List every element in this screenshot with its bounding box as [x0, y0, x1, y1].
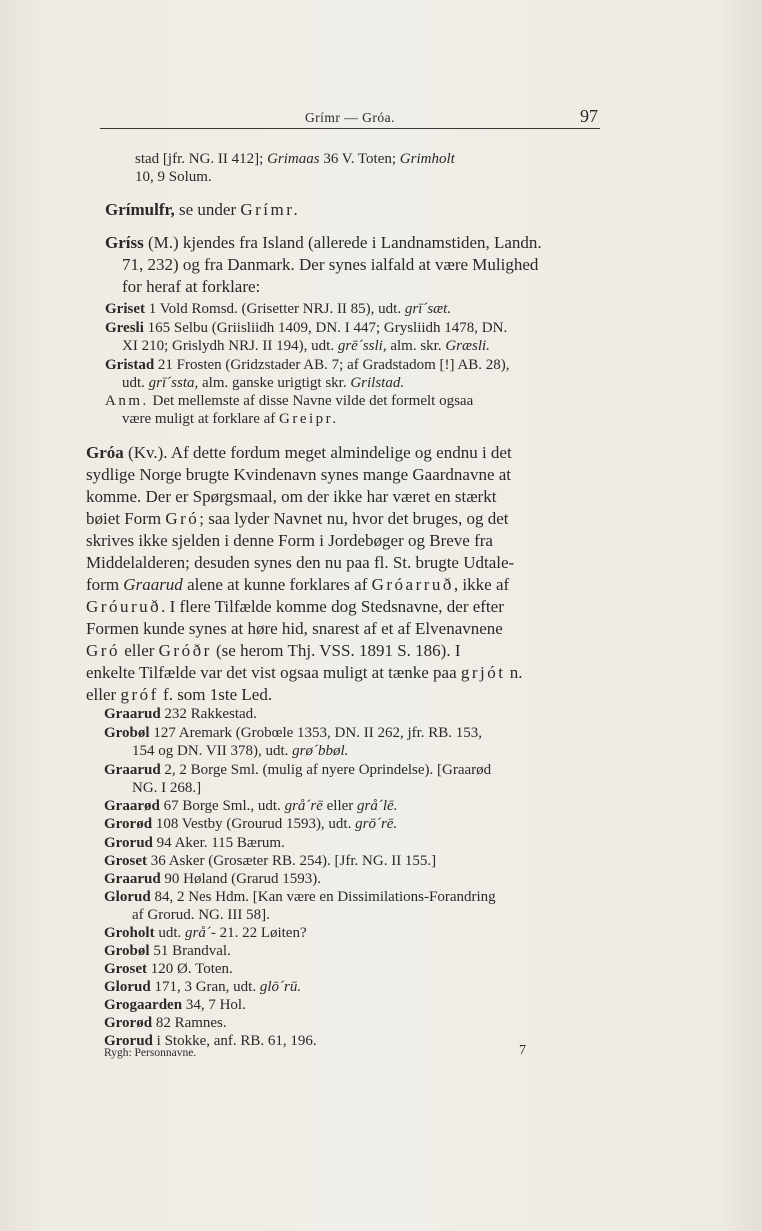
- place-entry: Groholt udt. grå´- 21. 22 Løiten?: [104, 925, 307, 941]
- paragraph-line: 71, 232) og fra Danmark. Der synes ialfald at være Mulighed: [122, 255, 539, 274]
- continuation-line: stad [jfr. NG. II 412]; Grimaas 36 V. Toten; Grimholt: [135, 151, 455, 167]
- paragraph-line: skrives ikke sjelden i denne Form i Jordebøger og Breve fra: [86, 531, 493, 550]
- paragraph-line: for heraf at forklare:: [122, 277, 261, 296]
- annotation: Anm. Det mellemste af disse Navne vilde det formelt ogsaa: [105, 393, 474, 409]
- paragraph-line: komme. Der er Spørgsmaal, om der ikke har været en stærkt: [86, 487, 497, 506]
- place-entry: Gristad 21 Frosten (Gridzstader AB. 7; af Gradstadom [!] AB. 28),: [105, 357, 510, 373]
- entry-groa: Gróa (Kv.). Af dette fordum meget almindelige og endnu i det: [86, 443, 512, 462]
- place-entry: Glorud 171, 3 Gran, udt. glō´rū.: [104, 979, 302, 995]
- paragraph-line: Formen kunde synes at høre hid, snarest af et af Elvenavnene: [86, 619, 503, 638]
- paragraph-line: sydlige Norge brugte Kvindenavn synes mange Gaardnavne at: [86, 465, 512, 484]
- place-entry-cont: XI 210; Grislydh NRJ. II 194), udt. grē´ssli, alm. skr. Græsli.: [122, 338, 490, 354]
- running-title: Grímr — Gróa.: [304, 110, 396, 125]
- place-entry: Groset 120 Ø. Toten.: [104, 961, 233, 977]
- headword: Gríss: [105, 233, 144, 252]
- headword: Grímulfr,: [105, 200, 175, 219]
- place-entry-cont: udt. grī´ssta, alm. ganske urigtigt skr. Grilstad.: [122, 375, 405, 391]
- page-number: 97: [580, 106, 598, 126]
- headword: Gróa: [86, 443, 124, 462]
- place-entry: Grorød 108 Vestby (Grourud 1593), udt. grō´rē.: [104, 816, 398, 832]
- header-rule: [100, 128, 600, 129]
- paragraph-line: enkelte Tilfælde var det vist ogsaa muligt at tænke paa grjót n.: [86, 663, 523, 682]
- place-entry: Graarud 232 Rakkestad.: [104, 706, 257, 722]
- place-entry: Gresli 165 Selbu (Griisliidh 1409, DN. I 447; Grysliidh 1478, DN.: [105, 320, 508, 336]
- paragraph-line: form Graarud alene at kunne forklares af Gróarruð, ikke af: [86, 575, 510, 594]
- entry-grimulfr: Grímulfr, se under Grímr.: [105, 200, 301, 219]
- place-entry-cont: af Grorud. NG. III 58].: [132, 907, 270, 923]
- entry-griss: Gríss (M.) kjendes fra Island (allerede i Landnamstiden, Landn.: [105, 233, 542, 252]
- place-entry: Grobøl 127 Aremark (Grobœle 1353, DN. II 262, jfr. RB. 153,: [104, 725, 483, 741]
- place-entry: Grobøl 51 Brandval.: [104, 943, 231, 959]
- paragraph-line: Gróuruð. I flere Tilfælde komme dog Stedsnavne, der efter: [86, 597, 504, 616]
- signature-mark: 7: [519, 1043, 526, 1058]
- place-entry: Graarud 2, 2 Borge Sml. (mulig af nyere Oprindelse). [Graarød: [104, 762, 492, 778]
- place-entry: Grorud i Stokke, anf. RB. 61, 196.: [104, 1033, 317, 1049]
- paragraph-line: Gró eller Gróðr (se herom Thj. VSS. 1891 S. 186). I: [86, 641, 461, 660]
- place-entry: Graarud 90 Høland (Grarud 1593).: [104, 871, 322, 887]
- place-entry: Grorød 82 Ramnes.: [104, 1015, 227, 1031]
- place-entry: Graarød 67 Borge Sml., udt. grå´rē eller grå´lē.: [104, 798, 398, 814]
- place-entry: Groset 36 Asker (Grosæter RB. 254). [Jfr. NG. II 155.]: [104, 853, 437, 869]
- continuation-line: 10, 9 Solum.: [135, 169, 212, 185]
- annotation-cont: være muligt at forklare af Greipr.: [122, 411, 339, 427]
- place-entry: Grorud 94 Aker. 115 Bærum.: [104, 835, 285, 851]
- place-entry-cont: 154 og DN. VII 378), udt. grø´bbøl.: [132, 743, 349, 759]
- place-entry: Grogaarden 34, 7 Hol.: [104, 997, 246, 1013]
- paragraph-line: bøiet Form Gró; saa lyder Navnet nu, hvor det bruges, og det: [86, 509, 509, 528]
- paragraph-line: eller gróf f. som 1ste Led.: [86, 685, 273, 704]
- footer-book-title: Rygh: Personnavne.: [104, 1047, 197, 1059]
- place-entry: Glorud 84, 2 Nes Hdm. [Kan være en Dissimilations-Forandring: [104, 889, 496, 905]
- place-entry: Griset 1 Vold Romsd. (Grisetter NRJ. II 85), udt. grī´sæt.: [105, 301, 452, 317]
- paragraph-line: Middelalderen; desuden synes den nu paa fl. St. brugte Udtale-: [86, 553, 515, 572]
- place-entry-cont: NG. I 268.]: [132, 780, 202, 796]
- running-header: [100, 106, 600, 128]
